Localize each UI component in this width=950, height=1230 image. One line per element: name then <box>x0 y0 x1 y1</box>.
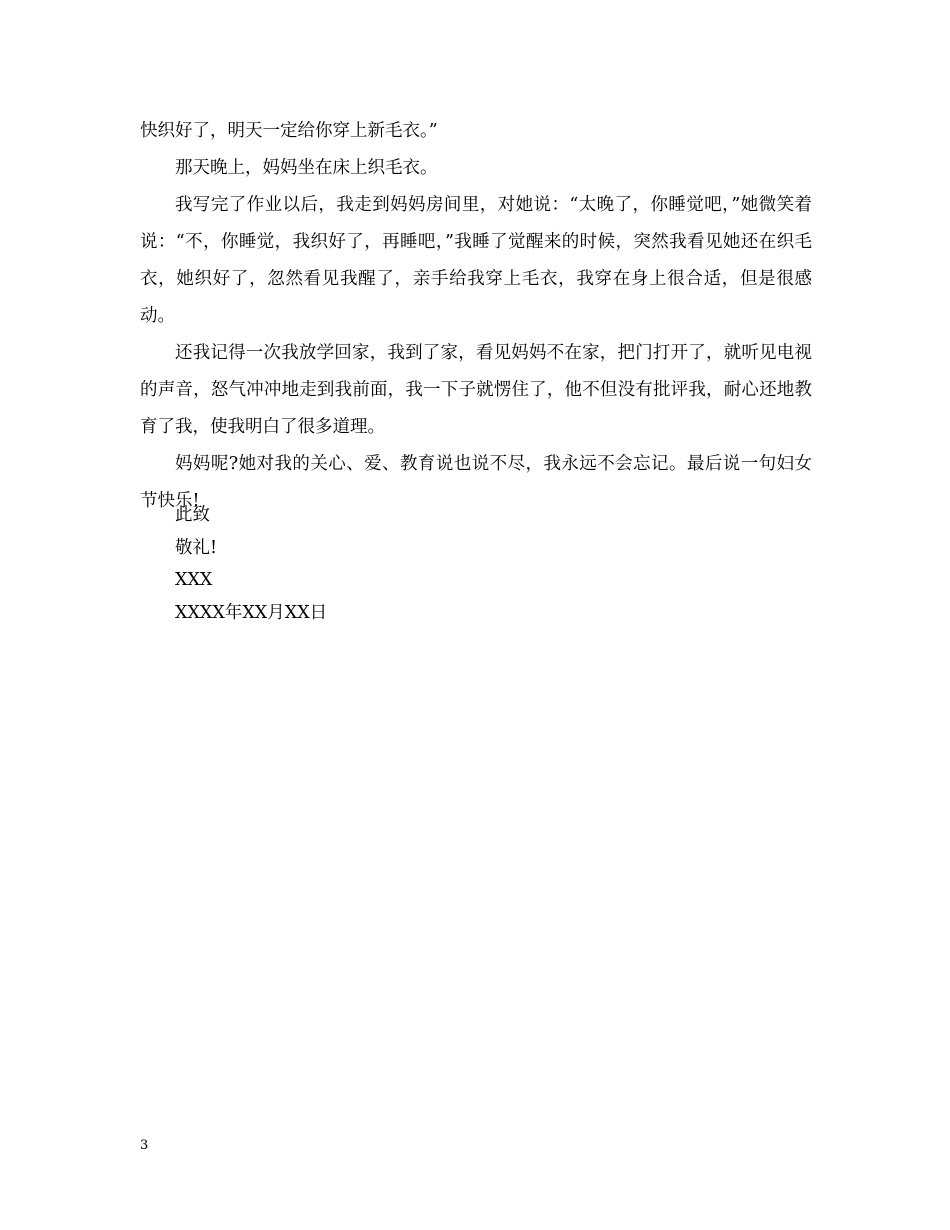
paragraph: 妈妈呢?她对我的关心、爱、教育说也说不尽，我永远不会忘记。最后说一句妇女节快乐! <box>140 454 812 511</box>
paragraph: 还我记得一次我放学回家，我到了家，看见妈妈不在家，把门打开了，就听见电视的声音，怒气冲冲地走到我前面，我一下子就愣住了，他不但没有批评我，耐心还地教育了我，使我明白了很多道理。 <box>140 343 812 437</box>
signature: XXX <box>175 570 213 590</box>
closing-respect: 敬礼! <box>175 537 218 558</box>
paragraph: 那天晚上，妈妈坐在床上织毛衣。 <box>175 158 438 178</box>
date: XXXX年XX月XX日 <box>175 602 328 623</box>
paragraph-continued: 快织好了，明天一定给你穿上新毛衣。” <box>140 121 438 141</box>
letter-body <box>140 113 812 520</box>
closing-salutation: 此致 <box>175 505 210 525</box>
page-number: 3 <box>140 1138 149 1153</box>
paragraph: 我写完了作业以后，我走到妈妈房间里，对她说：“太晚了，你睡觉吧，”她微笑着说：“不，你睡觉，我织好了，再睡吧，”我睡了觉醒来的时候，突然我看见她还在织毛衣，她织好了，忽然看见我醒了，亲手给我穿上毛衣，我穿在身上很合适，但是很感动。 <box>140 195 812 326</box>
letter-closing <box>140 499 812 629</box>
